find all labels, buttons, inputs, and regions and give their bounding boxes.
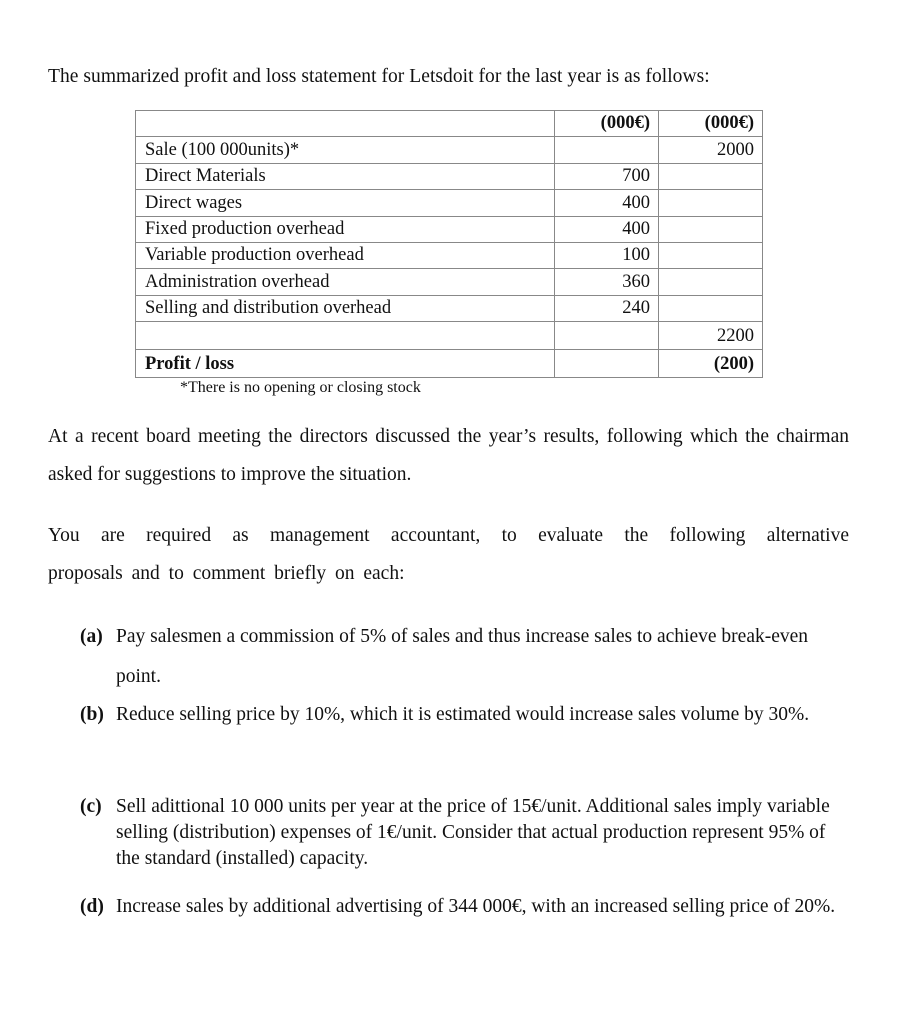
- table-row-selling-distribution-overhead: [136, 295, 763, 321]
- row-label: Profit / loss: [136, 350, 555, 378]
- proposal-text: Sell adittional 10 000 units per year at the price of 15€/unit. Additional sales imply variable selling (distribution) expenses of 1€/unit. Consider that actual production represent 95% of the standard (installed) capacity.: [116, 796, 830, 869]
- table-row-administration-overhead: [136, 269, 763, 295]
- proposal-c: [80, 794, 850, 872]
- row-col1: [555, 137, 659, 163]
- header-cell-label: [136, 111, 555, 137]
- row-col1: [555, 322, 659, 350]
- table-row-sale: [136, 137, 763, 163]
- row-label: Selling and distribution overhead: [136, 295, 555, 321]
- row-col1: 100: [555, 242, 659, 268]
- table-header-row: [136, 111, 763, 137]
- proposal-label: (a): [80, 626, 103, 647]
- table-row-total-costs: [136, 322, 763, 350]
- row-col2: 2200: [659, 322, 763, 350]
- requirement-paragraph: [48, 517, 849, 593]
- proposal-text: Increase sales by additional advertising of 344 000€, with an increased selling price of 20%.: [116, 896, 836, 917]
- board-meeting-paragraph: At a recent board meeting the directors discussed the year’s results, following which the chairman asked for suggestions to improve the situation.: [48, 426, 849, 485]
- row-label: Administration overhead: [136, 269, 555, 295]
- row-col2: [659, 216, 763, 242]
- table-footnote: *There is no opening or closing stock: [180, 379, 421, 396]
- row-col2: [659, 295, 763, 321]
- row-col2: [659, 163, 763, 189]
- table-row-profit-loss: [136, 350, 763, 378]
- row-col1: 400: [555, 216, 659, 242]
- proposal-label: (c): [80, 796, 102, 817]
- row-col2: [659, 190, 763, 216]
- row-label: Variable production overhead: [136, 242, 555, 268]
- header-cell-col2: (000€): [659, 111, 763, 137]
- row-col2: (200): [659, 350, 763, 378]
- proposal-label: (b): [80, 704, 104, 725]
- row-col2: 2000: [659, 137, 763, 163]
- row-col1: 400: [555, 190, 659, 216]
- row-col1: 360: [555, 269, 659, 295]
- requirement-line-2: proposals and to comment briefly on each:: [48, 563, 405, 584]
- table-row-variable-production-overhead: [136, 242, 763, 268]
- row-col2: [659, 269, 763, 295]
- row-col1: [555, 350, 659, 378]
- proposal-text: Pay salesmen a commission of 5% of sales and thus increase sales to achieve break-even point.: [116, 626, 809, 687]
- table-row-fixed-production-overhead: [136, 216, 763, 242]
- proposal-a: [80, 617, 850, 697]
- row-label: Sale (100 000units)*: [136, 137, 555, 163]
- requirement-line-1: You are required as management accountant, to evaluate the following alternative: [48, 525, 849, 546]
- row-col2: [659, 242, 763, 268]
- proposal-d: [80, 887, 850, 927]
- row-col1: 240: [555, 295, 659, 321]
- header-cell-col1: (000€): [555, 111, 659, 137]
- row-label: [136, 322, 555, 350]
- proposal-text: Reduce selling price by 10%, which it is estimated would increase sales volume by 30%.: [116, 704, 810, 725]
- proposal-label: (d): [80, 896, 104, 917]
- row-label: Direct Materials: [136, 163, 555, 189]
- row-col1: 700: [555, 163, 659, 189]
- row-label: Fixed production overhead: [136, 216, 555, 242]
- proposal-b: [80, 695, 850, 735]
- table-row-direct-materials: [136, 163, 763, 189]
- table-row-direct-wages: [136, 190, 763, 216]
- row-label: Direct wages: [136, 190, 555, 216]
- intro-text: The summarized profit and loss statement for Letsdoit for the last year is as follows:: [48, 66, 710, 87]
- profit-loss-table: [135, 110, 763, 378]
